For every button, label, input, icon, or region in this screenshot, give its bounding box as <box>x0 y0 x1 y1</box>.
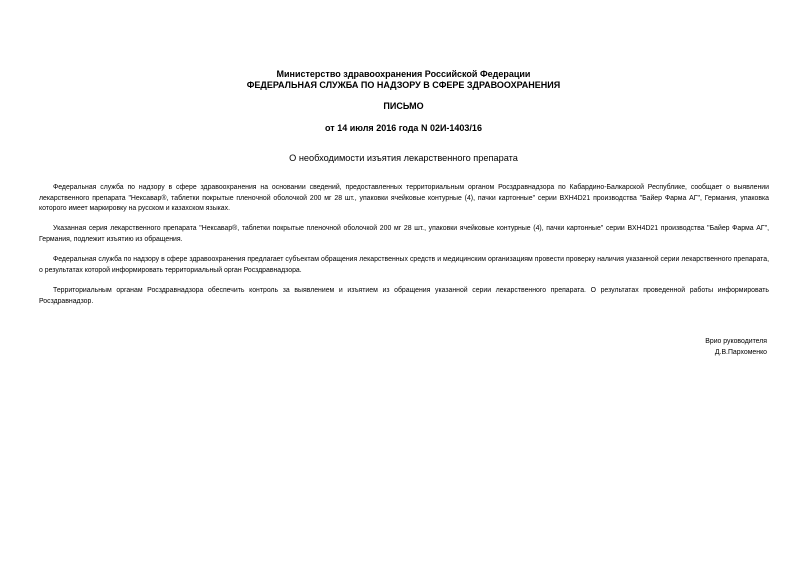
document-type: ПИСЬМО <box>383 101 424 111</box>
paragraph-2: Указанная серия лекарственного препарата "Нексавар®, таблетки покрытые пленочной оболочкой 200 мг 28 шт., упаковки ячейковые контурные (4), пачки картонные" серии BXH4D21 производства "Байер Фарма АГ", Германия, подлежит изъятию из обращения. <box>39 225 769 243</box>
signatory-name: Д.В.Пархоменко <box>714 348 767 356</box>
ministry-name: Министерство здравоохранения Российской Федерации <box>276 69 531 79</box>
signature-block <box>705 337 767 358</box>
paragraph-4: Территориальным органам Росздравнадзора обеспечить контроль за выявлением и изъятием из обращения указанной серии лекарственного препарата. О результатах проведенной работы информировать Росздравнадзор. <box>39 287 769 305</box>
paragraph-3: Федеральная служба по надзору в сфере здравоохранения предлагает субъектам обращения лекарственных средств и медицинским организациям провести проверку наличия указанной серии лекарственного препарата, о результатах которой информировать территориальный орган Росздравнадзора. <box>39 256 769 274</box>
document-subject: О необходимости изъятия лекарственного препарата <box>289 153 518 163</box>
issuer-block <box>0 69 807 91</box>
service-name: ФЕДЕРАЛЬНАЯ СЛУЖБА ПО НАДЗОРУ В СФЕРЕ ЗДРАВООХРАНЕНИЯ <box>246 80 561 90</box>
paragraph-1: Федеральная служба по надзору в сфере здравоохранения на основании сведений, предоставленных территориальным органом Росздравнадзора по Кабардино-Балкарской Республике, сообщает о выявлении лекарственного препарата "Нексавар®, таблетки покрытые пленочной оболочкой 200 мг 28 шт., упаковки ячейковые контурные (4), пачки картонные" серии BXH4D21 производства "Байер Фарма АГ", Германия, упаковка которого имеет маркировку на русском и казахском языках. <box>39 184 769 212</box>
signatory-position: Врио руководителя <box>705 338 767 345</box>
document-date-number: от 14 июля 2016 года N 02И-1403/16 <box>325 123 482 133</box>
